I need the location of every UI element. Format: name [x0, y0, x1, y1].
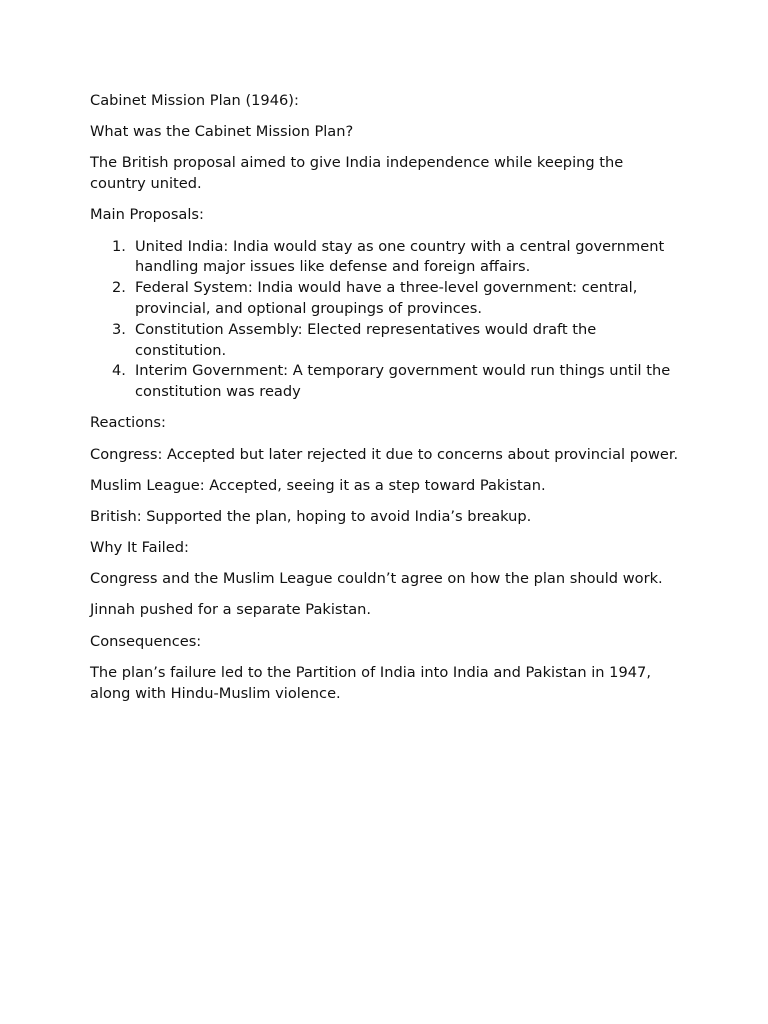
failure-heading: Why It Failed: — [90, 539, 189, 557]
consequences-paragraph: The plan’s failure led to the Partition of India into India and Pakistan in 1947, along with Hindu-Muslim violence. — [90, 663, 651, 702]
list-item — [90, 361, 680, 403]
list-item-number: 4. — [112, 362, 126, 380]
failure-reason-congress-league: Congress and the Muslim League couldn’t agree on how the plan should work. — [90, 570, 663, 588]
list-item — [90, 237, 680, 279]
consequences-heading: Consequences: — [90, 632, 202, 650]
document-title: Cabinet Mission Plan (1946): — [90, 92, 299, 109]
list-item-number: 2. — [112, 279, 126, 297]
reactions-heading: Reactions: — [90, 414, 166, 432]
proposals-heading: Main Proposals: — [90, 206, 204, 224]
question-heading: What was the Cabinet Mission Plan? — [90, 123, 354, 141]
list-item-text: Interim Government: A temporary government would run things until the constitution was ready — [135, 362, 671, 401]
reaction-british: British: Supported the plan, hoping to avoid India’s breakup. — [90, 507, 532, 525]
reaction-muslim-league: Muslim League: Accepted, seeing it as a step toward Pakistan. — [90, 476, 546, 494]
list-item-text: Federal System: India would have a three-level government: central, provincial, and optional groupings of provinces. — [135, 279, 638, 317]
document-page — [90, 91, 680, 715]
list-item-text: United India: India would stay as one country with a central government handling major issues like defense and foreign affairs. — [135, 237, 665, 276]
intro-paragraph: The British proposal aimed to give India independence while keeping the country united. — [90, 154, 624, 193]
proposals-list — [90, 237, 680, 403]
list-item-text: Constitution Assembly: Elected representatives would draft the constitution. — [135, 320, 597, 359]
list-item — [90, 278, 680, 320]
list-item — [90, 320, 680, 362]
list-item-number: 1. — [112, 237, 126, 255]
failure-reason-jinnah: Jinnah pushed for a separate Pakistan. — [90, 601, 372, 619]
list-item-number: 3. — [112, 320, 126, 338]
reaction-congress: Congress: Accepted but later rejected it due to concerns about provincial power. — [90, 445, 679, 463]
